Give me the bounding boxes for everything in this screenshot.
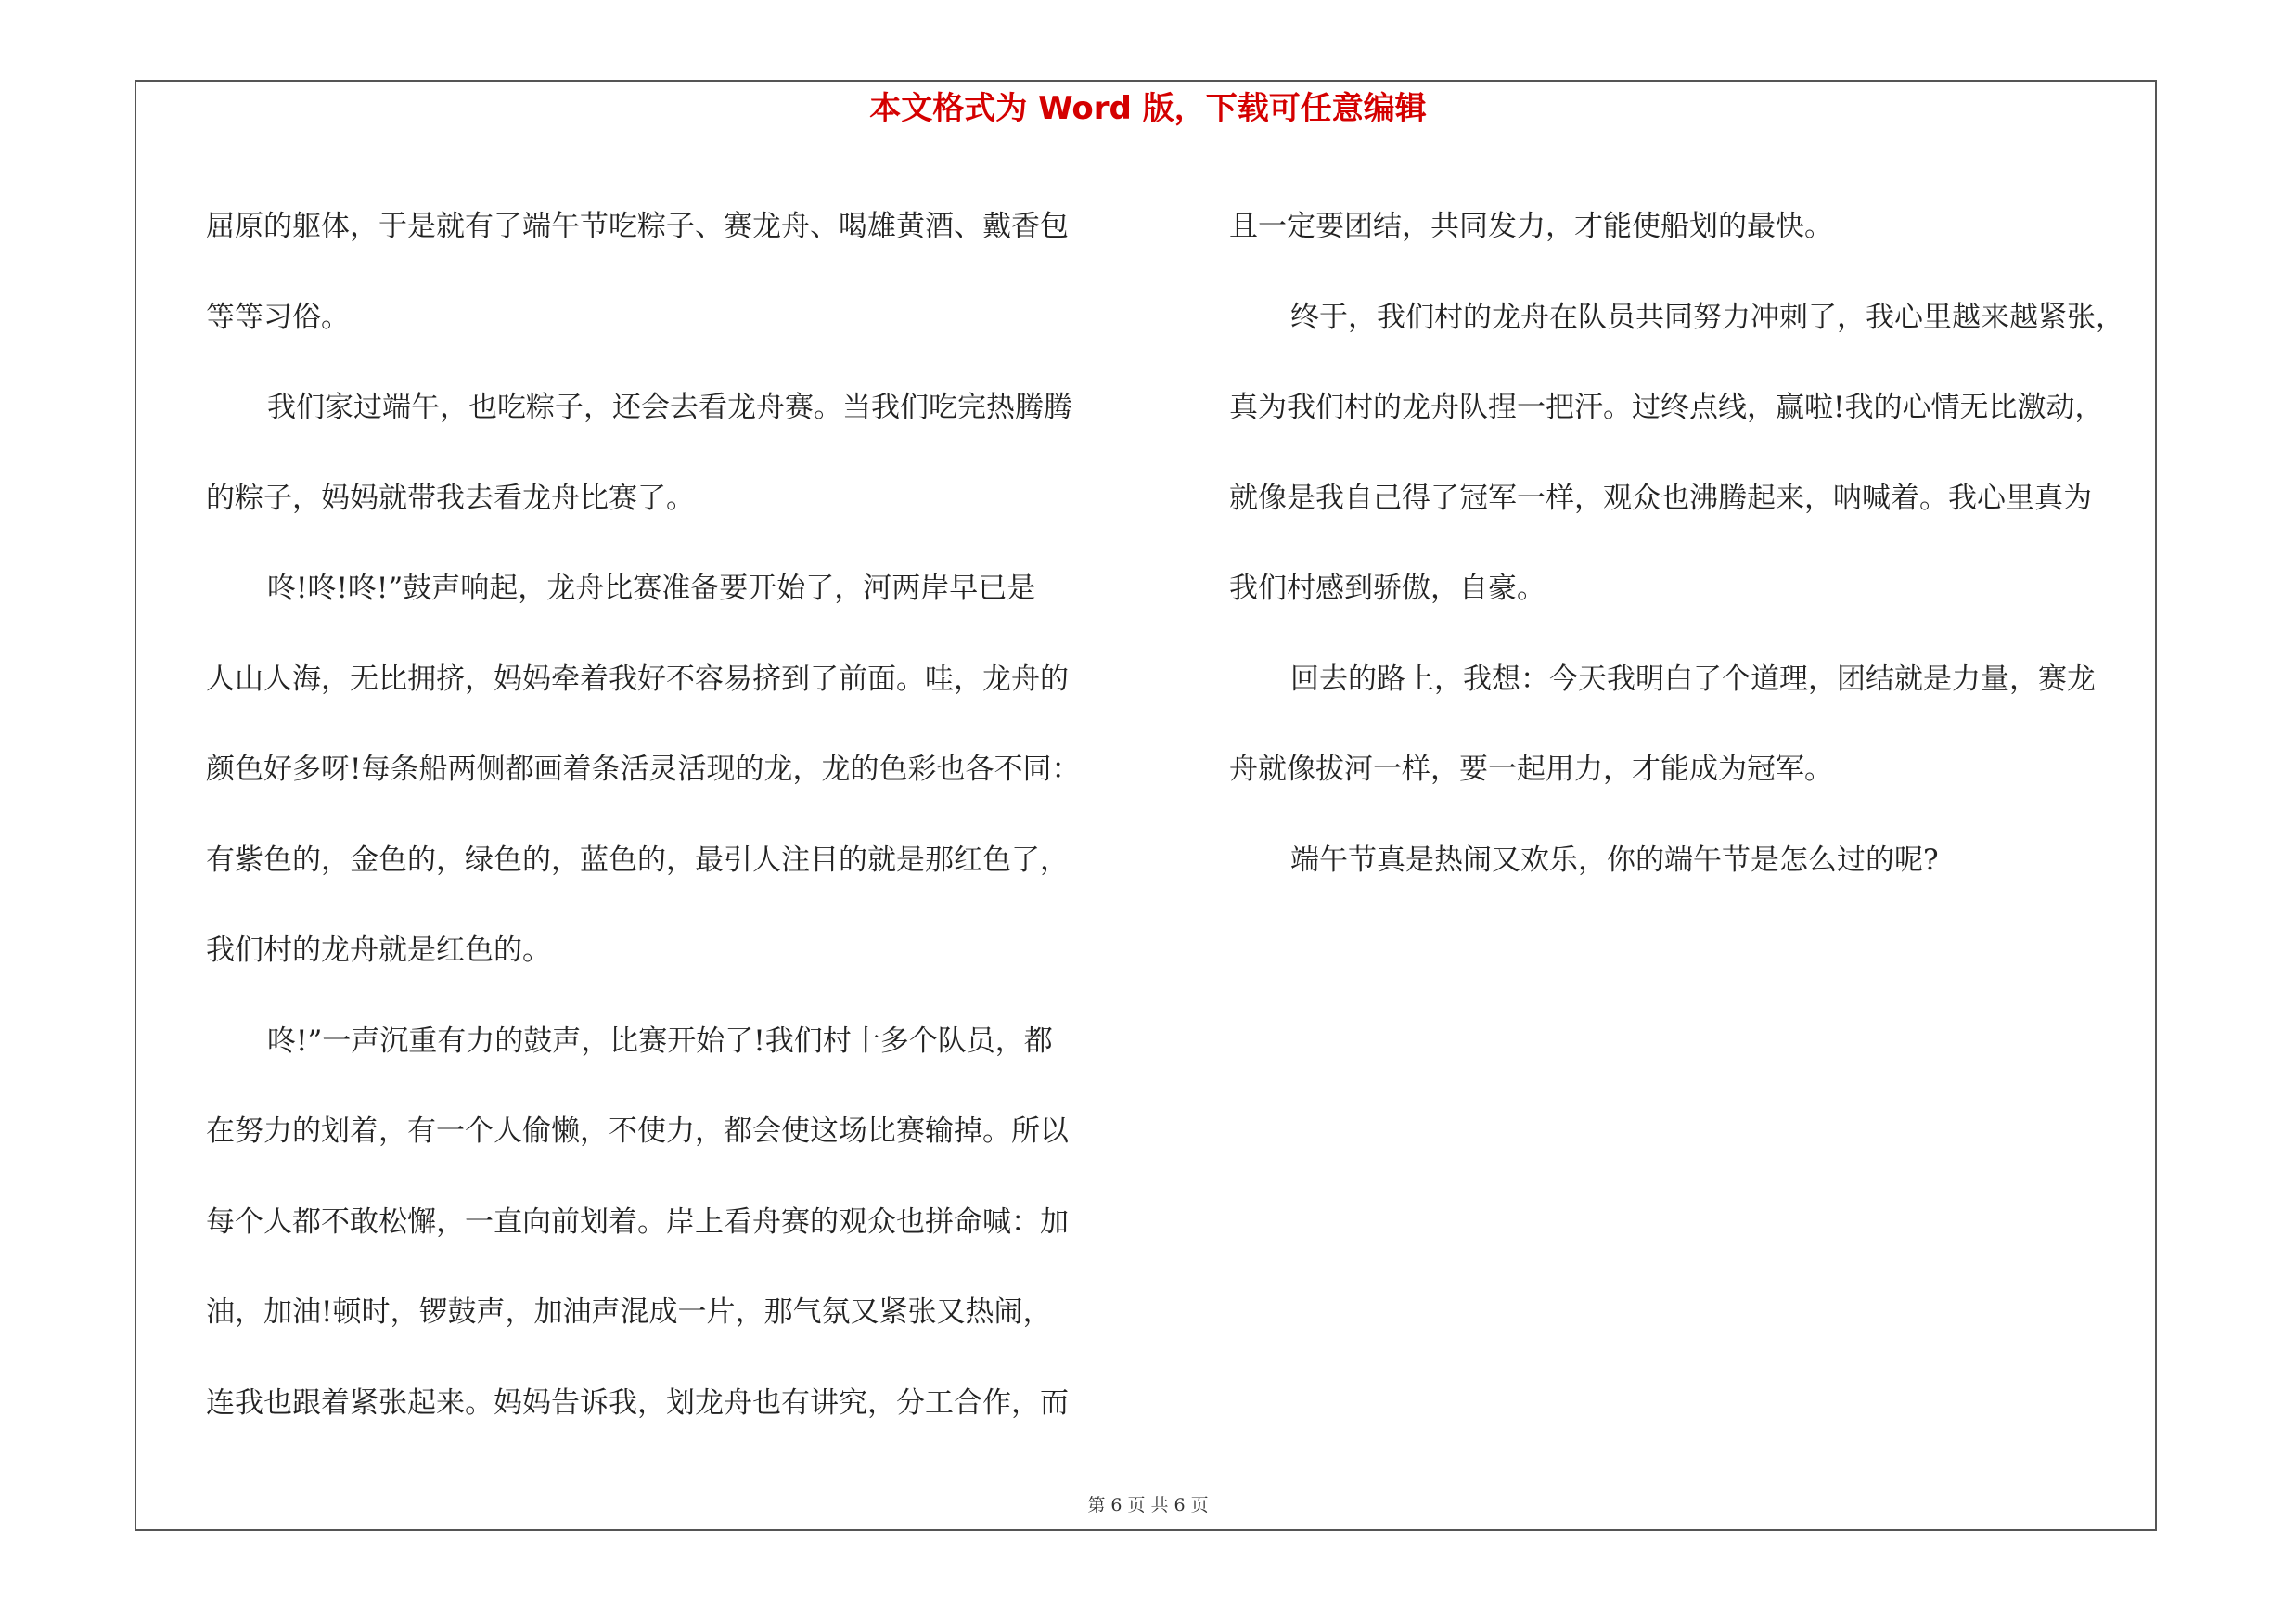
text-line: 我们村感到骄傲，自豪。 [1229, 572, 1546, 605]
text-line: 连我也跟着紧张起来。妈妈告诉我，划龙舟也有讲究，分工合作，而 [206, 1385, 1069, 1420]
page-number: 第 6 页 共 6 页 [1087, 1495, 1209, 1515]
text-line: 等等习俗。 [206, 300, 350, 334]
paragraph-start-line: 咚!”一声沉重有力的鼓声，比赛开始了!我们村十多个队员，都 [267, 1024, 1053, 1058]
text-line: 舟就像拔河一样，要一起用力，才能成为冠军。 [1229, 753, 1833, 786]
paragraph-start-line: 终于，我们村的龙舟在队员共同努力冲刺了，我心里越来越紧张， [1290, 300, 2124, 334]
text-line: 真为我们村的龙舟队捏一把汗。过终点线，赢啦!我的心情无比激动， [1229, 391, 2104, 424]
text-line: 每个人都不敢松懈，一直向前划着。岸上看舟赛的观众也拼命喊：加 [206, 1204, 1069, 1239]
text-line: 我们村的龙舟就是红色的。 [206, 934, 551, 967]
document-banner: 本文格式为 Word 版，下载可任意编辑 [869, 90, 1427, 127]
text-line: 人山人海，无比拥挤，妈妈牵着我好不容易挤到了前面。哇，龙舟的 [206, 662, 1069, 696]
text-line: 且一定要团结，共同发力，才能使船划的最快。 [1229, 210, 1833, 243]
text-line: 屈原的躯体，于是就有了端午节吃粽子、赛龙舟、喝雄黄酒、戴香包 [206, 210, 1069, 243]
text-line: 油，加油!顿时，锣鼓声，加油声混成一片，那气氛又紧张又热闹， [206, 1295, 1052, 1329]
text-line: 有紫色的，金色的，绿色的，蓝色的，最引人注目的就是那红色了， [206, 843, 1069, 877]
text-line: 颜色好多呀!每条船两侧都画着条活灵活现的龙，龙的色彩也各不同： [206, 753, 1081, 786]
paragraph-start-line: 回去的路上，我想：今天我明白了个道理，团结就是力量，赛龙 [1290, 662, 2096, 696]
paragraph-start-line: 端午节真是热闹又欢乐，你的端午节是怎么过的呢? [1290, 843, 1939, 877]
text-line: 的粽子，妈妈就带我去看龙舟比赛了。 [206, 481, 695, 515]
text-line: 在努力的划着，有一个人偷懒，不使力，都会使这场比赛输掉。所以 [206, 1114, 1069, 1148]
left-text-column [206, 182, 1134, 1449]
right-text-column [1229, 182, 2161, 906]
paragraph-start-line: 咚!咚!咚!”鼓声响起，龙舟比赛准备要开始了，河两岸早已是 [267, 572, 1036, 605]
paragraph-start-line: 我们家过端午，也吃粽子，还会去看龙舟赛。当我们吃完热腾腾 [267, 391, 1072, 424]
text-line: 就像是我自己得了冠军一样，观众也沸腾起来，呐喊着。我心里真为 [1229, 481, 2092, 515]
